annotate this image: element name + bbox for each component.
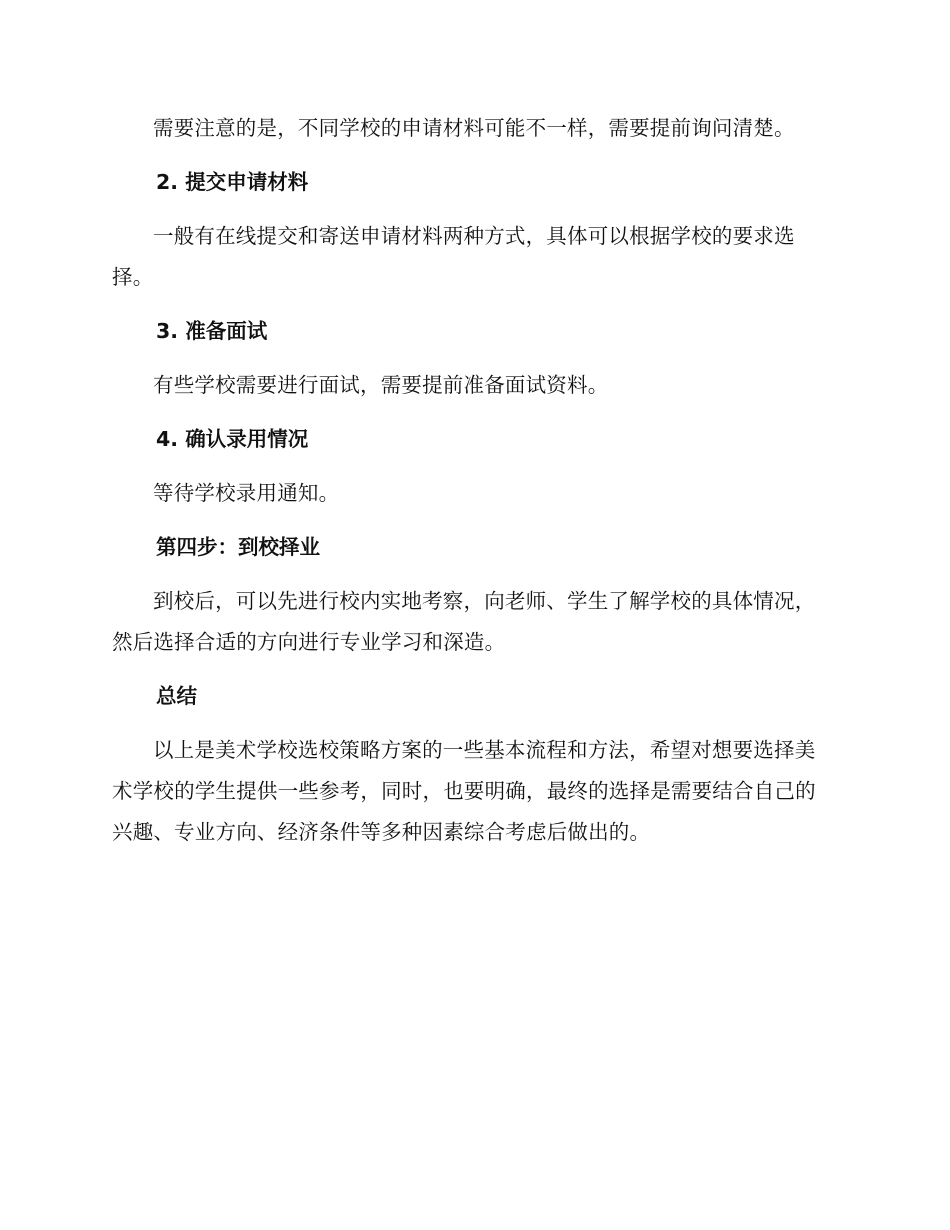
paragraph-admission-notice: 等待学校录用通知。 (153, 481, 340, 505)
paragraph-materials-note: 需要注意的是，不同学校的申请材料可能不一样，需要提前询问清楚。 (153, 116, 795, 140)
paragraph-submit-methods: 一般有在线提交和寄送申请材料两种方式，具体可以根据学校的要求选择。 (112, 224, 795, 289)
document-body (112, 108, 832, 853)
paragraph-on-campus: 到校后，可以先进行校内实地考察，向老师、学生了解学校的具体情况，然后选择合适的方向进行专业学习和深造。 (112, 589, 816, 654)
heading-step-four: 第四步：到校择业 (156, 535, 320, 559)
paragraph-interview: 有些学校需要进行面试，需要提前准备面试资料。 (153, 373, 609, 397)
heading-submit-materials: 2. 提交申请材料 (156, 170, 309, 194)
heading-confirm-admission: 4. 确认录用情况 (156, 427, 309, 451)
heading-prepare-interview: 3. 准备面试 (156, 319, 268, 343)
paragraph-summary: 以上是美术学校选校策略方案的一些基本流程和方法，希望对想要选择美术学校的学生提供一些参考，同时，也要明确，最终的选择是需要结合自己的兴趣、专业方向、经济条件等多种因素综合考虑后做出的。 (112, 738, 816, 844)
heading-summary: 总结 (156, 684, 197, 708)
